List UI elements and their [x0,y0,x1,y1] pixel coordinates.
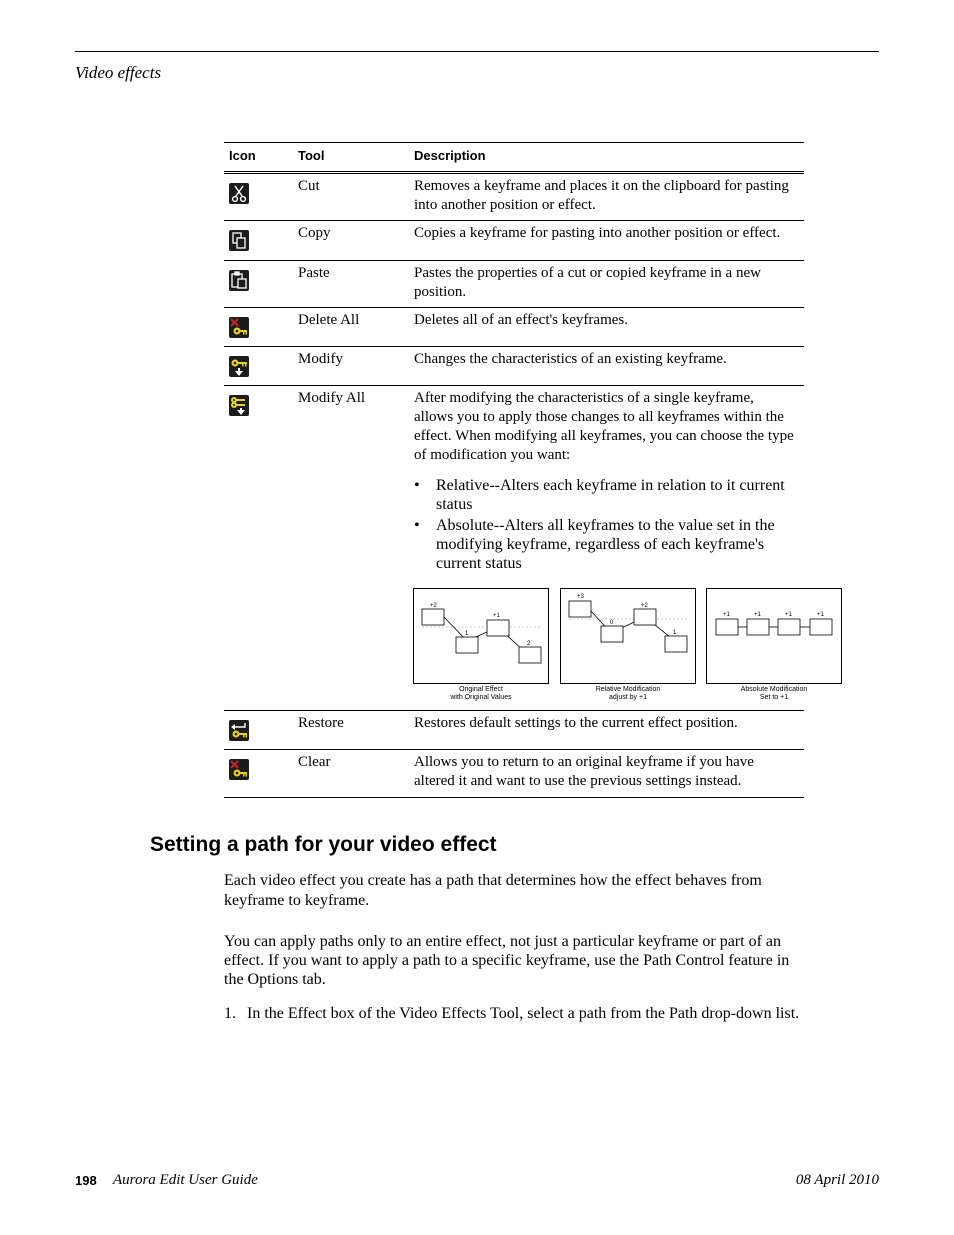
diagram-label: +1 [785,612,792,618]
list-item: • Absolute--Alters all keyframes to the value set in the modifying keyframe, regardless of each keyframe's current status [414,516,794,573]
diagram-label: +1 [817,612,824,618]
tool-name: Clear [298,754,331,770]
key-clear-icon [229,759,249,780]
step-number: 1. [224,1005,236,1022]
col-header-icon: Icon [229,148,256,163]
diagram-label: 0 [610,620,614,626]
tool-name: Paste [298,265,330,281]
table-row [224,386,824,711]
table-top-rule [224,142,804,143]
diagram-label: 1 [465,631,469,637]
modify-all-options [414,476,794,573]
caption-line: with Original Values [450,694,512,701]
tool-name: Delete All [298,312,360,328]
delete-keys-icon [229,317,249,338]
diagram-label: +3 [577,594,584,600]
tool-name: Modify All [298,390,366,406]
diagram-label: 2 [527,641,531,647]
caption-line: adjust by +1 [609,694,647,701]
diagram-label: +2 [430,603,437,609]
table-row [224,308,804,347]
running-header: Video effects [75,63,162,82]
diagram-absolute-modification [706,588,842,684]
diagram-original-effect [413,588,549,684]
tool-description: Allows you to return to an original keyframe if you have altered it and want to use the previous settings instead. [414,754,754,789]
diagram-label: +1 [493,613,500,619]
diagram-label: +1 [723,612,730,618]
paragraph: You can apply paths only to an entire effect, not just a particular keyframe or part of an effect. If you want to apply a path to a specific keyframe, use the Path Control feature in the Options tab. [224,933,790,988]
diagram-caption [413,686,549,702]
key-modify-all-icon [229,395,249,416]
publication-date: 08 April 2010 [795,1172,879,1188]
header-rule [75,51,879,52]
caption-line: Set to +1 [759,694,789,701]
guide-title: Aurora Edit User Guide [113,1172,258,1188]
key-restore-icon [229,720,249,741]
diagram-relative-modification [560,588,696,684]
diagram-label: +2 [641,603,648,609]
tool-name: Restore [298,715,344,731]
scissors-icon [229,183,249,204]
tool-name: Modify [298,351,343,367]
diagram-label: 1 [673,630,677,636]
table-row [224,750,804,798]
key-modify-icon [229,356,249,377]
table-row [224,347,804,386]
modify-all-description: After modifying the characteristics of a single keyframe, allows you to apply those changes to all keyframes within the effect. When modifying all keyframes, you can choose the type of modification you want: [414,390,794,463]
tool-name: Copy [298,225,331,241]
tool-name: Cut [298,178,320,194]
tool-description: Changes the characteristics of an existing keyframe. [414,351,727,367]
table-row [224,261,804,308]
table-row [224,174,804,221]
tool-description: Deletes all of an effect's keyframes. [414,312,628,328]
numbered-step [224,1004,809,1044]
list-item: • Relative--Alters each keyframe in relation to it current status [414,476,794,514]
diagram-caption [706,686,842,702]
page-number: 198 [75,1173,97,1188]
caption-line: Absolute Modification [740,686,808,693]
tool-description: Removes a keyframe and places it on the clipboard for pasting into another position or effect. [414,178,789,213]
tool-description [414,389,794,575]
table-row [224,711,804,750]
diagram-label: +1 [754,612,761,618]
paste-icon [229,270,249,291]
tool-description: Copies a keyframe for pasting into another position or effect. [414,225,781,241]
col-header-tool: Tool [298,148,325,163]
paragraph: Each video effect you create has a path that determines how the effect behaves from keyframe to keyframe. [224,872,762,909]
section-heading: Setting a path for your video effect [150,833,497,856]
table-row [224,221,804,261]
step-text: In the Effect box of the Video Effects Tool, select a path from the Path drop-down list. [247,1005,800,1022]
caption-line: Relative Modification [595,686,661,693]
col-header-description: Description [414,148,486,163]
diagram-caption [560,686,696,702]
caption-line: Original Effect [459,686,503,693]
tool-description: Pastes the properties of a cut or copied keyframe in a new position. [414,265,761,300]
tool-description: Restores default settings to the current effect position. [414,715,738,731]
copy-icon [229,230,249,251]
